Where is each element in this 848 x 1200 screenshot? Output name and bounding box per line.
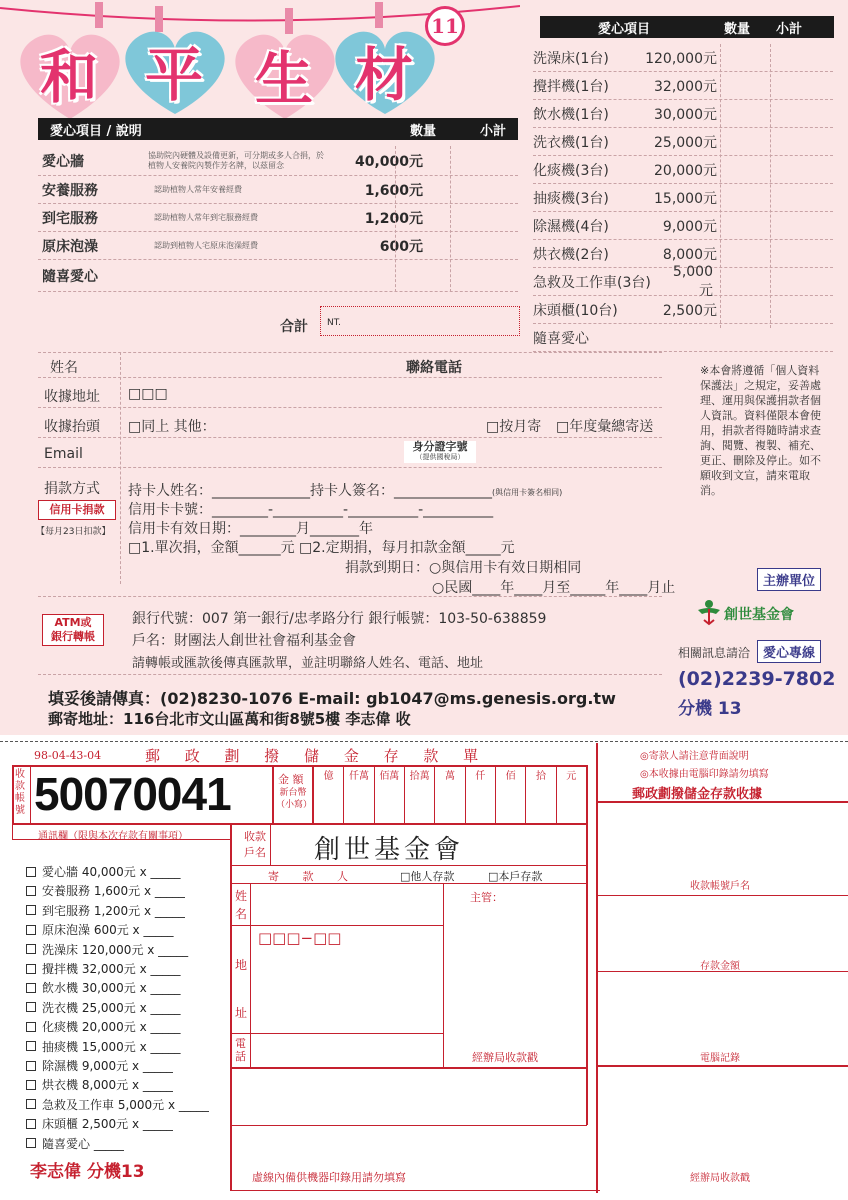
right-item-price: 20,000元 [654,162,717,179]
cc-holder-line[interactable]: 持卡人姓名：______________持卡人簽名：______________(與信用卡簽名相同) [128,483,563,499]
receipt-record: 電腦記錄 [700,1053,740,1064]
mail-line: 郵寄地址：116台北市文山區萬和街8號5樓 李志偉 收 [48,710,411,728]
checkbox-icon[interactable] [26,867,36,877]
digit-label: 仟萬 [348,771,369,782]
checkbox-icon[interactable] [26,1041,36,1051]
left-item-desc: 認助植物人常年到宅服務經費 [154,212,258,222]
amount-digit-cell[interactable] [313,765,343,823]
checkbox-icon[interactable] [26,1138,36,1148]
postal-form [0,735,848,1200]
cut-line [0,741,848,742]
checklist-label: 抽痰機 15,000元 x _____ [42,1039,181,1054]
receipt-stamp: 經辦局收款戳 [690,1173,750,1184]
fax-line: 填妥後請傳真：(02)8230-1076 E-mail: gb1047@ms.genesis.org.tw [48,689,616,708]
contact-person: 李志偉 分機13 [30,1162,145,1182]
left-table-header [38,118,518,140]
monthly-mail-checkbox[interactable]: □按月寄 [486,419,542,435]
checklist-item[interactable] [26,863,181,880]
checklist-label: 烘衣機 8,000元 x _____ [42,1078,173,1093]
digit-label: 億 [323,771,334,782]
checklist-item[interactable] [26,902,185,919]
address-boxes[interactable]: □□□ [128,386,168,402]
same-as-above-checkbox[interactable]: □同上 其他： [128,419,216,435]
digit-label: 萬 [444,771,455,782]
deduct-note: 【每月23日扣款】 [36,527,111,537]
phone-label: 聯絡電話 [406,360,462,376]
form-label-divider [120,352,121,584]
checklist-item[interactable] [26,979,181,996]
checklist-label: 隨喜愛心 _____ [42,1136,124,1151]
privacy-notice: ※本會將遵循「個人資料保護法」之規定，妥善處理、運用與保護捐款者個人資訊。資料僅限本會使用，捐款者得隨時請求查詢、閱覽、複製、補充、更正、刪除及停止。如不願收到文宣，請來電取消。 [700,364,821,497]
self-deposit-checkbox[interactable]: □本戶存款 [488,870,543,883]
amount-label: 金 額 [278,773,304,786]
checklist-label: 攪拌機 32,000元 x _____ [42,962,181,976]
org-name: 創世基金會 [724,607,794,623]
left-row-3 [38,204,518,232]
address-label: 地址 [235,958,248,1020]
atm-badge: ATM或 銀行轉帳 [42,614,104,646]
cc-section-bottom [38,596,662,597]
checkbox-icon[interactable] [26,1080,36,1090]
right-note-1: ◎寄款人請注意背面說明 [640,751,749,762]
bank-line-2: 戶名：財團法人創世社會福利基金會 [132,633,356,649]
digit-label: 拾萬 [409,771,430,782]
digit-label: 拾 [535,771,546,782]
checkbox-icon[interactable] [26,964,36,974]
right-item-name: 洗澡床(1台) [533,50,609,67]
left-item-desc: 認助到植物人宅原床泡澡經費 [154,240,258,250]
right-item-row [533,296,833,324]
checklist-label: 除濕機 9,000元 x _____ [42,1059,173,1073]
cc-end-date-range[interactable]: ○民國____年____月至_____年____月止 [432,580,676,596]
checklist-item[interactable] [26,1018,181,1035]
cc-number-line[interactable]: 信用卡卡號：________-__________-__________-__________ [128,502,494,518]
checklist-item[interactable] [26,882,185,899]
postal-code-boxes[interactable]: □□□−□□ [258,929,342,947]
checklist-label: 安養服務 1,600元 x _____ [42,884,185,899]
right-item-price: 120,000元 [645,50,717,67]
right-item-row [533,184,833,212]
checklist-item[interactable] [26,1096,209,1113]
right-col-sub: 小計 [776,21,803,37]
org-logo-icon [696,598,722,626]
right-item-name: 隨喜愛心 [533,330,589,347]
right-item-price: 5,000元 [672,263,713,299]
checklist-label: 化痰機 20,000元 x _____ [42,1020,181,1035]
right-item-price: 30,000元 [654,106,717,123]
checklist-item[interactable] [26,941,188,958]
right-qty-divider [720,44,721,328]
left-col-item: 愛心項目 / 說明 [50,123,142,139]
cc-signature-note: (與信用卡簽名相同) [492,488,563,497]
right-item-row [533,72,833,100]
checklist-item[interactable] [26,1135,124,1152]
checklist-label: 床頭櫃 2,500元 x _____ [42,1117,173,1132]
left-item-desc: 協助院內硬體及設備更新，可分期或多人合捐，於植物人安養院內製作芳名牌，以茲留念 [148,150,324,170]
left-item-name: 安養服務 [42,182,98,199]
right-item-price: 2,500元 [662,302,717,319]
left-qty-divider [395,146,396,292]
postal-form-code: 98-04-43-04 [34,749,102,762]
checkbox-icon[interactable] [26,1119,36,1129]
right-item-price: 32,000元 [654,78,717,95]
organizer-badge: 主辦單位 [757,568,821,591]
name-label: 姓名 [235,889,248,921]
id-number-label-box [404,441,476,463]
bank-line-3: 請轉帳或匯款後傳真匯款單，並註明聯絡人姓名、電話、地址 [132,656,484,671]
amount-digit-cell[interactable] [495,765,525,823]
bank-line-1: 銀行代號：007 第一銀行/忠孝路分行 銀行帳號：103-50-638859 [132,611,547,627]
right-note-2: ◎本收據由電腦印錄請勿填寫 [640,769,769,780]
receipt-amount: 存款金額 [700,961,740,972]
payee-label: 收款戶名 [244,830,266,859]
cc-end-date-line[interactable]: 捐款到期日：○與信用卡有效日期相同 [345,560,582,576]
checklist-label: 到宅服務 1,200元 x _____ [42,903,185,918]
left-col-qty: 數量 [410,123,437,139]
left-item-name: 到宅服務 [42,210,98,227]
right-item-price: 8,000元 [662,246,717,263]
right-item-row [533,156,833,184]
email-row [38,440,662,468]
left-item-desc: 認助植物人常年安養經費 [154,184,242,194]
left-item-price: 1,200元 [364,210,423,227]
amount-sub: 新台幣（小寫） [276,788,313,810]
yearly-mail-checkbox[interactable]: □年度彙總寄送 [556,419,654,435]
left-item-name: 隨喜愛心 [42,268,98,285]
right-item-name: 抽痰機(3台) [533,190,609,207]
digit-label: 仟 [475,771,486,782]
amount-digit-cell[interactable] [525,765,555,823]
left-item-price: 600元 [379,238,423,255]
checkbox-icon[interactable] [26,905,36,915]
right-col-qty: 數量 [724,21,751,37]
checkbox-icon[interactable] [26,944,36,954]
checkbox-icon[interactable] [26,1002,36,1012]
right-item-row [533,44,833,72]
name-label: 姓名 [50,360,78,376]
checklist-item[interactable] [26,1057,173,1074]
checklist-label: 急救及工作車 5,000元 x _____ [42,1097,209,1112]
amount-digit-cell[interactable] [556,765,586,823]
checkbox-icon[interactable] [26,983,36,993]
receipt-title-row [38,410,662,438]
digit-label: 元 [566,771,577,782]
account-number: 50070041 [34,768,231,820]
other-deposit-checkbox[interactable]: □他人存款 [400,870,455,883]
postal-title: 郵 政 劃 撥 儲 金 存 款 單 [145,747,489,765]
right-item-name: 烘衣機(2台) [533,246,609,263]
left-row-5 [38,260,518,292]
checklist-item[interactable] [26,1038,181,1055]
title-char-3: 生 [255,45,314,113]
right-item-name: 床頭櫃(10台) [533,302,618,319]
cc-expiry-line[interactable]: 信用卡有效日期：________月_______年 [128,521,373,537]
digit-label: 佰萬 [379,771,400,782]
hotline-badge: 愛心專線 [757,640,821,663]
receipt-title-label: 收據抬頭 [44,419,100,435]
right-item-name: 急救及工作車(3台) [533,274,651,291]
amount-digit-cell[interactable] [434,765,464,823]
method-label: 捐款方式 [44,481,100,497]
name-row [38,352,662,378]
right-item-row [533,128,833,156]
left-sub-divider [450,146,451,292]
checklist-label: 飲水機 30,000元 x _____ [42,981,181,996]
memo-label: 通訊欄（限與本次存款有關事項） [38,831,188,842]
checklist-item[interactable] [26,960,181,977]
checklist-label: 原床泡澡 600元 x _____ [42,923,174,938]
hotline-phone: (02)2239-7802 [678,668,836,690]
checklist-item[interactable] [26,921,173,938]
checklist-label: 愛心牆 40,000元 x _____ [42,865,181,879]
receipt-title: 郵政劃撥儲金存款收據 [632,787,763,802]
checkbox-icon[interactable] [26,1022,36,1032]
email-label: Email [44,446,83,462]
id-number-note: （提供國稅局） [415,453,465,461]
left-row-2 [38,176,518,204]
left-row-1 [38,146,518,176]
right-col-item: 愛心項目 [598,21,651,37]
amount-digit-cell[interactable] [404,765,434,823]
checkbox-icon[interactable] [26,886,36,896]
address-label: 收據地址 [44,389,100,405]
address-row [38,380,662,408]
title-char-4: 材 [355,41,414,109]
right-table-header [540,16,834,38]
bank-section-bottom [38,674,662,675]
right-item-row [533,100,833,128]
checklist-item[interactable] [26,999,181,1016]
right-item-row [533,263,833,299]
title-char-1: 和 [40,43,99,111]
issue-badge: 11 [425,6,465,46]
right-sub-divider [770,44,771,328]
right-item-row [533,324,833,352]
total-field[interactable] [320,306,520,336]
payee-name: 創世基金會 [314,835,465,865]
cc-option-line[interactable]: □1.單次捐，金額______元 □2.定期捐，每月扣款金額_____元 [128,540,515,556]
digit-label: 佰 [505,771,516,782]
right-item-name: 攪拌機(1台) [533,78,609,95]
machine-note: 虛線內備供機器印錄用請勿填寫 [252,1171,406,1184]
right-item-price: 15,000元 [654,190,717,207]
hotline-label: 相關訊息請洽 [678,646,751,660]
left-item-price: 1,600元 [364,182,423,199]
right-item-row [533,212,833,240]
checkbox-icon[interactable] [26,925,36,935]
amount-digit-cell[interactable] [374,765,404,823]
supervisor-label: 主管： [470,891,503,904]
left-col-sub: 小計 [480,123,507,139]
right-item-name: 飲水機(1台) [533,106,609,123]
remitter-label: 寄 款 人 [268,870,358,883]
credit-card-badge: 信用卡捐款 [38,500,116,520]
total-label: 合計 [280,319,308,335]
checklist-item[interactable] [26,1076,173,1093]
left-item-name: 愛心牆 [42,153,84,170]
checklist-item[interactable] [26,1115,173,1132]
left-item-price: 40,000元 [354,153,423,170]
left-row-4 [38,232,518,260]
checklist-label: 洗澡床 120,000元 x _____ [42,942,189,957]
phone-label: 電話 [235,1037,246,1063]
checkbox-icon[interactable] [26,1099,36,1109]
amount-digit-cell[interactable] [465,765,495,823]
right-item-name: 化痰機(3台) [533,162,609,179]
receipt-account: 收款帳號戶名 [690,881,750,892]
right-item-name: 除濕機(4台) [533,218,609,235]
checkbox-icon[interactable] [26,1061,36,1071]
checklist-label: 洗衣機 25,000元 x _____ [42,1000,181,1015]
hotline-ext: 分機 13 [678,699,742,719]
account-label: 收款帳號 [15,769,25,816]
stamp-label: 經辦局收款戳 [472,1051,538,1064]
amount-digit-cell[interactable] [343,765,373,823]
left-item-name: 原床泡澡 [42,238,98,255]
id-number-label: 身分證字號 [412,440,468,453]
right-item-price: 25,000元 [654,134,717,151]
total-prefix: NT. [327,318,342,328]
right-item-price: 9,000元 [662,218,717,235]
title-char-2: 平 [145,41,204,109]
amount-digits [313,765,586,823]
right-item-name: 洗衣機(1台) [533,134,609,151]
